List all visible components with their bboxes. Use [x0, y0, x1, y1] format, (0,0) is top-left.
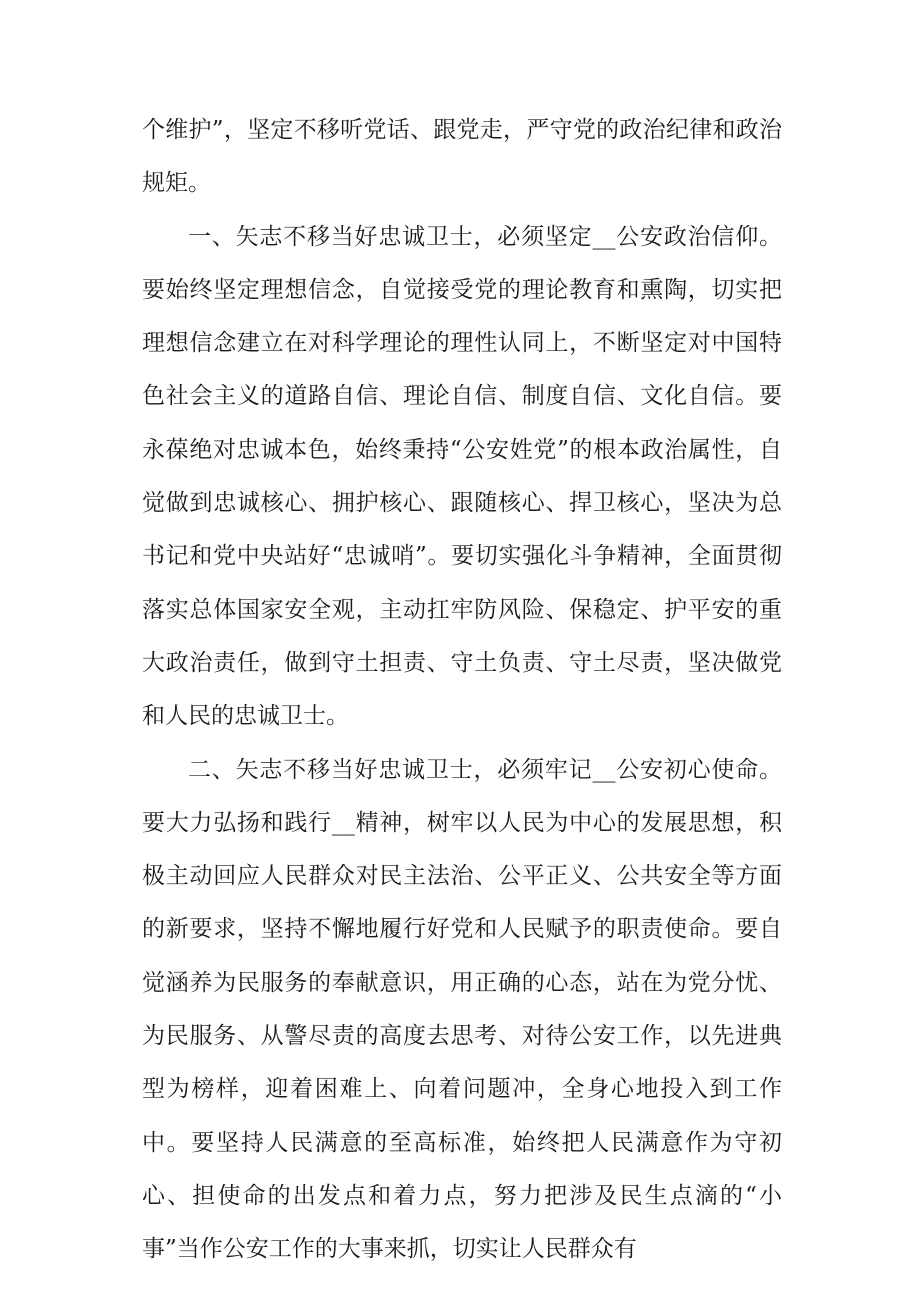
paragraph-section-two: 二、矢志不移当好忠诚卫士，必须牢记__公安初心使命。要大力弘扬和践行__精神，树牢以人民为中心的发展思想，积极主动回应人民群众对民主法治、公平正义、公共安全等方面的新要求，坚持不懈地履行好党和人民赋予的职责使命。要自觉涵养为民服务的奉献意识，用正确的心态，站在为党分忧、为民服务、从警尽责的高度去思考、对待公安工作，以先进典型为榜样，迎着困难上、向着问题冲，全身心地投入到工作中。要坚持人民满意的至高标准，始终把人民满意作为守初心、担使命的出发点和着力点，努力把涉及民生点滴的“小事”当作公安工作的大事来抓，切实让人民群众有 [142, 756, 782, 1263]
document-body [142, 104, 782, 1277]
paragraph-continuation: 个维护”，坚定不移听党话、跟党走，严守党的政治纪律和政治规矩。 [142, 117, 782, 197]
paragraph-section-one: 一、矢志不移当好忠诚卫士，必须坚定__公安政治信仰。要始终坚定理想信念，自觉接受党的理论教育和熏陶，切实把理想信念建立在对科学理论的理性认同上，不断坚定对中国特色社会主义的道路自信、理论自信、制度自信、文化自信。要永葆绝对忠诚本色，始终秉持“公安姓党”的根本政治属性，自觉做到忠诚核心、拥护核心、跟随核心、捍卫核心，坚决为总书记和党中央站好“忠诚哨”。要切实强化斗争精神，全面贯彻落实总体国家安全观，主动扛牢防风险、保稳定、护平安的重大政治责任，做到守土担责、守土负责、守土尽责，坚决做党和人民的忠诚卫士。 [142, 223, 782, 730]
